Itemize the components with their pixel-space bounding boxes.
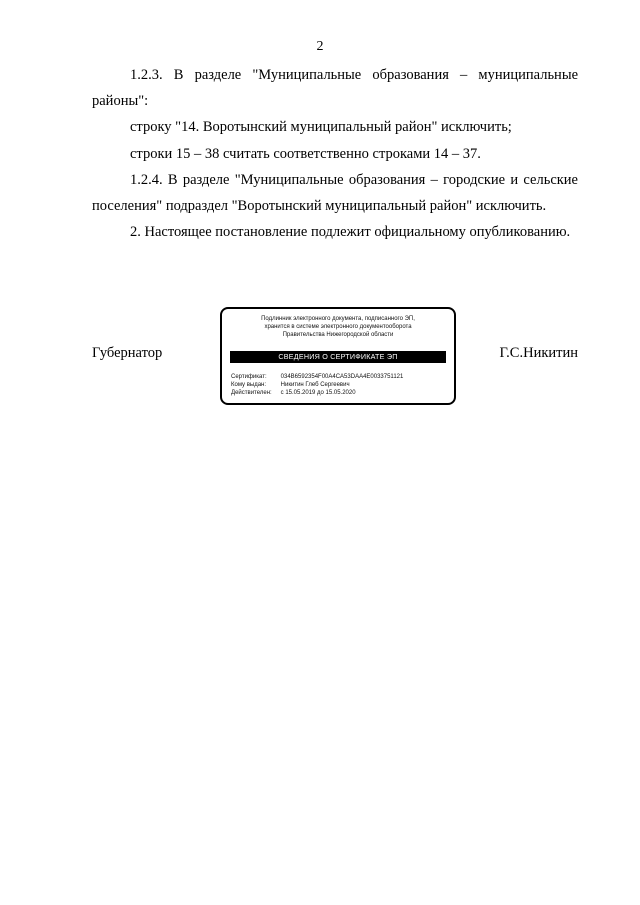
- paragraph-1-2-4: 1.2.4. В разделе "Муниципальные образования – городские и сельские поселения" подраздел "Воротынский муниципальный район" исключить.: [92, 171, 578, 215]
- electronic-signature-stamp: [220, 307, 456, 405]
- stamp-title-bar: СВЕДЕНИЯ О СЕРТИФИКАТЕ ЭП: [230, 351, 446, 363]
- valid-row: [231, 389, 448, 397]
- signatory-name: Г.С.Никитин: [499, 345, 578, 361]
- signatory-position: Губернатор: [92, 345, 163, 361]
- stamp-header: [222, 315, 454, 339]
- issued-to-label: Кому выдан:: [231, 382, 267, 389]
- stamp-header-line: хранится в системе электронного документооборота: [264, 324, 412, 330]
- valid-value: с 15.05.2019 до 15.05.2020: [280, 390, 356, 397]
- certificate-label: Сертификат:: [231, 374, 267, 380]
- paragraph-renumber-rows: строки 15 – 38 считать соответственно строками 14 – 37.: [130, 145, 481, 162]
- issued-to-value: Никитин Глеб Сергеевич: [280, 382, 350, 389]
- paragraph-publication: 2. Настоящее постановление подлежит официальному опубликованию.: [130, 224, 571, 241]
- valid-label: Действителен:: [231, 390, 272, 397]
- certificate-value: 034B6592354F00A4CA53DAA4E0033751121: [280, 374, 404, 380]
- document-body: [92, 62, 578, 245]
- stamp-header-line: Правительства Нижегородской области: [282, 332, 394, 338]
- certificate-row: [231, 373, 448, 381]
- issued-to-row: [231, 381, 448, 389]
- paragraph-1-2-3: 1.2.3. В разделе "Муниципальные образования – муниципальные районы":: [92, 67, 578, 110]
- paragraph-exclude-row: строку "14. Воротынский муниципальный район" исключить;: [130, 119, 512, 136]
- page-number: 2: [316, 39, 324, 54]
- stamp-header-line: Подлинник электронного документа, подписанного ЭП,: [261, 316, 415, 322]
- stamp-details: [231, 373, 448, 398]
